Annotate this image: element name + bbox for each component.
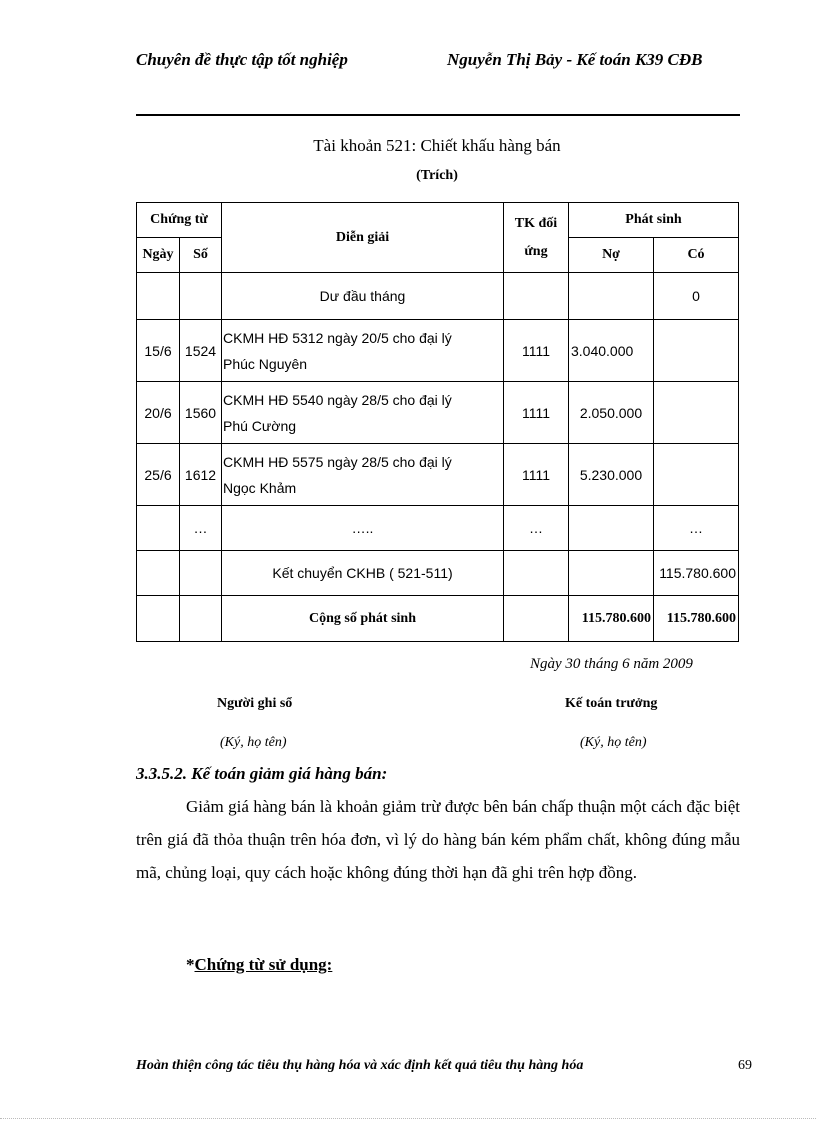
cell-co [654, 382, 739, 444]
col-dien-giai: Diễn giải [222, 203, 504, 273]
subheading [186, 955, 332, 975]
cell-ngay [137, 596, 180, 642]
cell-ngay [137, 506, 180, 551]
cell-co [654, 320, 739, 382]
cell-tk [504, 596, 569, 642]
cell-dien-giai-line1: CKMH HĐ 5575 ngày 28/5 cho đại lý [223, 453, 452, 470]
cell-so [180, 551, 222, 596]
cell-no: 3.040.000 [569, 320, 654, 382]
cell-so [180, 273, 222, 320]
cell-dien-giai: Dư đầu tháng [222, 273, 504, 320]
cell-dien-giai-line2: Ngọc Khảm [223, 479, 297, 496]
cell-no [569, 273, 654, 320]
cell-dien-giai-line2: Phúc Nguyên [223, 355, 308, 372]
cell-so [180, 596, 222, 642]
col-tk-doi-ung-line1: TK đối [514, 215, 558, 231]
subheading-text: Chứng từ sử dụng: [194, 955, 333, 974]
header-left: Chuyên đề thực tập tốt nghiệp [136, 50, 348, 69]
table-row [137, 551, 739, 596]
cell-ngay: 20/6 [137, 382, 180, 444]
table-row [137, 382, 739, 444]
cell-dien-giai: Cộng số phát sinh [222, 596, 504, 642]
cell-no: 115.780.600 [569, 596, 654, 642]
cell-no: 5.230.000 [569, 444, 654, 506]
cell-tk: … [504, 506, 569, 551]
cell-no: 2.050.000 [569, 382, 654, 444]
signature-left-note: (Ký, họ tên) [220, 735, 287, 750]
cell-tk: 1111 [504, 444, 569, 506]
cell-ngay [137, 273, 180, 320]
cell-so: … [180, 506, 222, 551]
col-co: Có [654, 238, 739, 273]
subheading-star: * [186, 955, 195, 974]
signature-right-note: (Ký, họ tên) [580, 735, 647, 750]
table-row [137, 320, 739, 382]
col-chung-tu: Chứng từ [137, 203, 222, 238]
col-phat-sinh: Phát sinh [569, 203, 739, 238]
footer-title: Hoàn thiện công tác tiêu thụ hàng hóa và xác định kết quả tiêu thụ hàng hóa [136, 1058, 584, 1073]
cell-so: 1560 [180, 382, 222, 444]
cell-ngay: 25/6 [137, 444, 180, 506]
cell-co: … [654, 506, 739, 551]
section-heading: 3.3.5.2. Kế toán giảm giá hàng bán: [136, 764, 388, 783]
col-no: Nợ [569, 238, 654, 273]
col-ngay: Ngày [137, 238, 180, 273]
col-tk-doi-ung [504, 203, 569, 273]
cell-no [569, 506, 654, 551]
body-paragraph: Giảm giá hàng bán là khoản giảm trừ được bên bán chấp thuận một cách đặc biệt trên giá đã thỏa thuận trên hóa đơn, vì lý do hàng bán kém phẩm chất, không đúng mẫu mã, chủng loại, quy cách hoặc không đúng thời hạn đã ghi trên hợp đồng. [136, 797, 740, 882]
table-subtitle: (Trích) [416, 168, 458, 183]
signature-left-title: Người ghi sổ [217, 696, 293, 711]
table-row [137, 444, 739, 506]
page-number: 69 [738, 1058, 752, 1073]
cell-tk [504, 551, 569, 596]
cell-co: 115.780.600 [654, 596, 739, 642]
cell-co [654, 444, 739, 506]
cell-dien-giai: Kết chuyển CKHB ( 521-511) [222, 551, 504, 596]
date-line: Ngày 30 tháng 6 năm 2009 [530, 656, 693, 672]
page-bottom-divider [0, 1118, 816, 1119]
cell-dien-giai [222, 444, 504, 506]
ledger-table [136, 202, 739, 642]
col-tk-doi-ung-line2: ứng [524, 243, 548, 259]
cell-dien-giai-line1: CKMH HĐ 5540 ngày 28/5 cho đại lý [223, 391, 452, 408]
cell-so: 1524 [180, 320, 222, 382]
cell-co: 115.780.600 [654, 551, 739, 596]
cell-dien-giai [222, 382, 504, 444]
header-divider [136, 114, 740, 116]
table-row [137, 273, 739, 320]
table-row [137, 506, 739, 551]
cell-dien-giai-line2: Phú Cường [223, 417, 297, 434]
cell-dien-giai [222, 320, 504, 382]
cell-tk: 1111 [504, 382, 569, 444]
cell-no [569, 551, 654, 596]
header-right: Nguyễn Thị Bảy - Kế toán K39 CĐB [447, 50, 703, 69]
table-title: Tài khoản 521: Chiết khấu hàng bán [313, 136, 561, 155]
cell-tk [504, 273, 569, 320]
cell-co: 0 [654, 273, 739, 320]
cell-ngay [137, 551, 180, 596]
cell-dien-giai-line1: CKMH HĐ 5312 ngày 20/5 cho đại lý [223, 329, 452, 346]
cell-so: 1612 [180, 444, 222, 506]
table-row-total [137, 596, 739, 642]
cell-tk: 1111 [504, 320, 569, 382]
cell-dien-giai: ….. [222, 506, 504, 551]
cell-ngay: 15/6 [137, 320, 180, 382]
signature-right-title: Kế toán trưởng [565, 696, 658, 711]
col-so: Số [180, 238, 222, 273]
